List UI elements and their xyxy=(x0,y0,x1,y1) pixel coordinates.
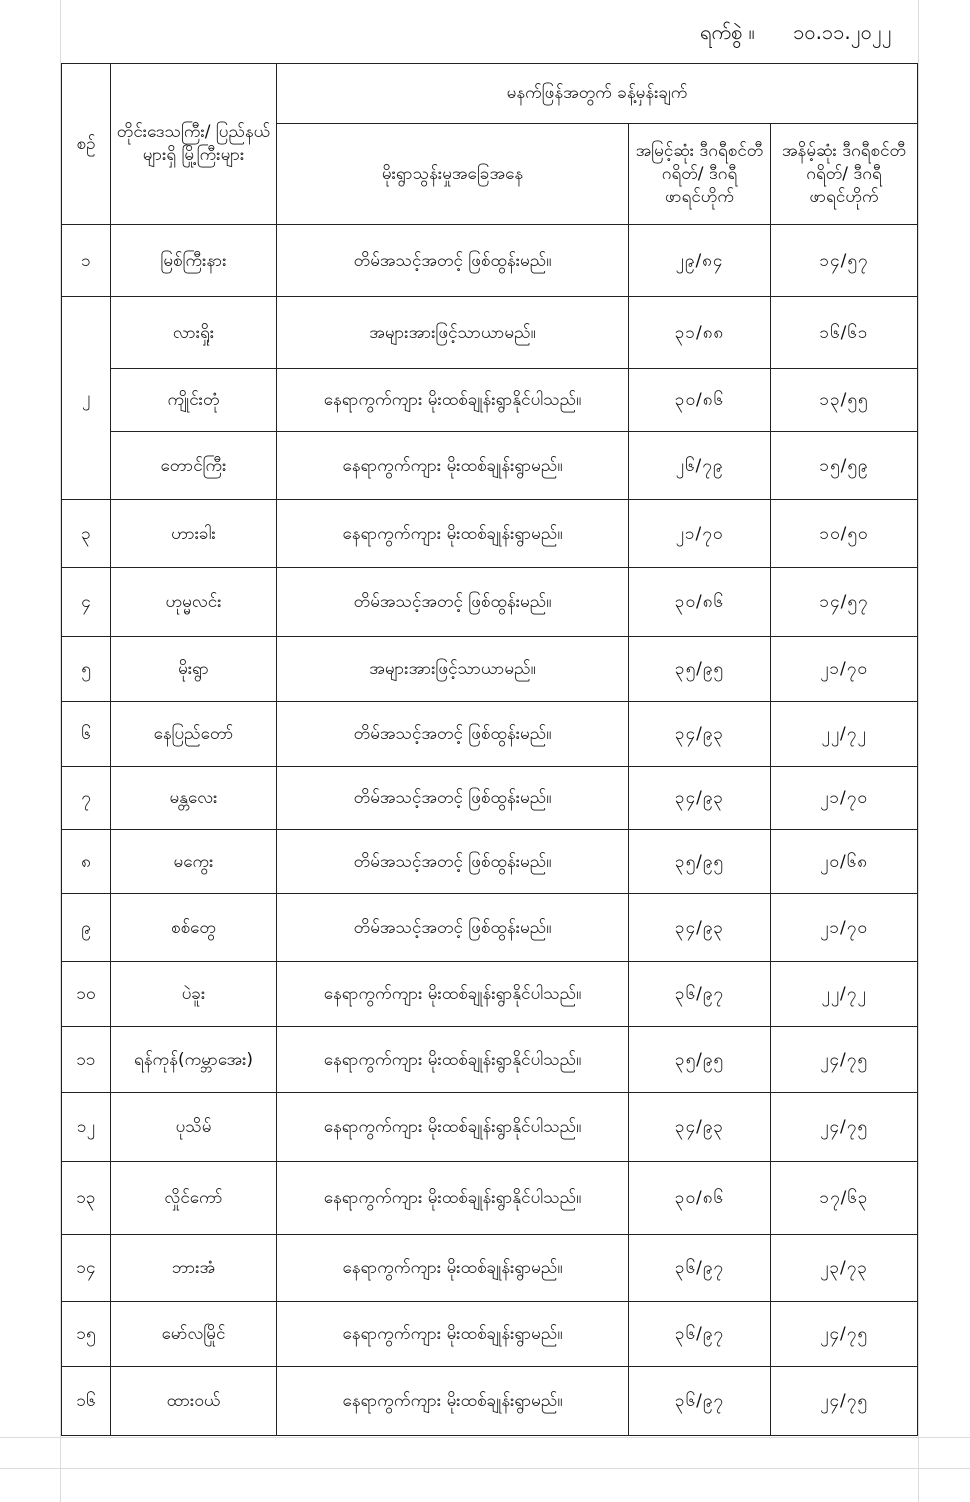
row-max-temp: ၃၆/၉၇ xyxy=(629,1235,771,1302)
row-city: လားရှိုး xyxy=(111,297,277,369)
row-condition: နေရာကွက်ကျား မိုးထစ်ချုန်းရွာနိုင်ပါသည်။ xyxy=(277,369,629,432)
row-max-temp: ၃၅/၉၅ xyxy=(629,1027,771,1093)
row-condition: တိမ်အသင့်အတင့် ဖြစ်ထွန်းမည်။ xyxy=(277,568,629,637)
row-max-temp: ၃၄/၉၃ xyxy=(629,894,771,962)
row-number: ၆ xyxy=(62,702,111,767)
table-row xyxy=(62,225,918,297)
row-city: ဟားခါး xyxy=(111,500,277,568)
row-max-temp: ၂၆/၇၉ xyxy=(629,432,771,500)
table-row xyxy=(62,1235,918,1302)
table-row xyxy=(62,1302,918,1367)
row-condition: တိမ်အသင့်အတင့် ဖြစ်ထွန်းမည်။ xyxy=(277,894,629,962)
date-label: ရက်စွဲ ။ xyxy=(700,20,755,44)
row-condition: တိမ်အသင့်အတင့် ဖြစ်ထွန်းမည်။ xyxy=(277,767,629,830)
row-condition: တိမ်အသင့်အတင့် ဖြစ်ထွန်းမည်။ xyxy=(277,702,629,767)
row-condition: နေရာကွက်ကျား မိုးထစ်ချုန်းရွာမည်။ xyxy=(277,1302,629,1367)
row-city: ဘားအံ xyxy=(111,1235,277,1302)
row-number: ၉ xyxy=(62,894,111,962)
date-value: ၁၀.၁၁.၂၀၂၂ xyxy=(793,20,892,44)
row-condition: တိမ်အသင့်အတင့် ဖြစ်ထွန်းမည်။ xyxy=(277,225,629,297)
header-condition: မိုးရွာသွန်းမှုအခြေအနေ xyxy=(277,124,629,225)
row-max-temp: ၃၀/၈၆ xyxy=(629,1162,771,1235)
table-row xyxy=(62,830,918,894)
row-max-temp: ၃၅/၉၅ xyxy=(629,637,771,702)
row-number: ၃ xyxy=(62,500,111,568)
row-condition: နေရာကွက်ကျား မိုးထစ်ချုန်းရွာမည်။ xyxy=(277,500,629,568)
row-city: မိုးရွာ xyxy=(111,637,277,702)
table-row xyxy=(62,637,918,702)
header-number: စဉ် xyxy=(62,64,111,225)
row-number: ၁၆ xyxy=(62,1367,111,1436)
row-min-temp: ၁၆/၆၁ xyxy=(771,297,918,369)
row-min-temp: ၁၀/၅၀ xyxy=(771,500,918,568)
table-row xyxy=(62,432,918,500)
row-min-temp: ၂၁/၇၀ xyxy=(771,894,918,962)
table-row xyxy=(62,702,918,767)
row-min-temp: ၂၂/၇၂ xyxy=(771,962,918,1027)
row-min-temp: ၂၄/၇၅ xyxy=(771,1093,918,1162)
row-city: မကွေး xyxy=(111,830,277,894)
row-min-temp: ၁၇/၆၃ xyxy=(771,1162,918,1235)
row-condition: နေရာကွက်ကျား မိုးထစ်ချုန်းရွာမည်။ xyxy=(277,432,629,500)
row-min-temp: ၂၂/၇၂ xyxy=(771,702,918,767)
row-condition: တိမ်အသင့်အတင့် ဖြစ်ထွန်းမည်။ xyxy=(277,830,629,894)
row-max-temp: ၃၆/၉၇ xyxy=(629,962,771,1027)
row-max-temp: ၃၁/၈၈ xyxy=(629,297,771,369)
row-number: ၁၂ xyxy=(62,1093,111,1162)
row-condition: နေရာကွက်ကျား မိုးထစ်ချုန်းရွာနိုင်ပါသည်။ xyxy=(277,1093,629,1162)
row-number: ၂ xyxy=(62,297,111,500)
row-city: နေပြည်တော် xyxy=(111,702,277,767)
table-row xyxy=(62,894,918,962)
header-min-temp: အနိမ့်ဆုံး ဒီဂရီစင်တီဂရိတ်/ ဒီဂရီဖာရင်ဟိုက် xyxy=(771,124,918,225)
row-condition: အများအားဖြင့်သာယာမည်။ xyxy=(277,637,629,702)
table-row xyxy=(62,1027,918,1093)
row-number: ၄ xyxy=(62,568,111,637)
row-city: မြစ်ကြီးနား xyxy=(111,225,277,297)
table-row xyxy=(62,568,918,637)
gridline xyxy=(0,1468,970,1469)
row-number: ၈ xyxy=(62,830,111,894)
table-row xyxy=(62,1367,918,1436)
row-min-temp: ၁၄/၅၇ xyxy=(771,225,918,297)
row-max-temp: ၃၆/၉၇ xyxy=(629,1367,771,1436)
row-number: ၅ xyxy=(62,637,111,702)
row-number: ၁၄ xyxy=(62,1235,111,1302)
row-min-temp: ၂၀/၆၈ xyxy=(771,830,918,894)
row-condition: နေရာကွက်ကျား မိုးထစ်ချုန်းရွာမည်။ xyxy=(277,1367,629,1436)
header-city: တိုင်းဒေသကြီး/ ပြည်နယ်များရှိ မြို့ကြီးများ xyxy=(111,64,277,225)
table-row xyxy=(62,962,918,1027)
row-max-temp: ၃၄/၉၃ xyxy=(629,767,771,830)
row-min-temp: ၂၄/၇၅ xyxy=(771,1302,918,1367)
row-condition: နေရာကွက်ကျား မိုးထစ်ချုန်းရွာနိုင်ပါသည်။ xyxy=(277,1162,629,1235)
row-condition: နေရာကွက်ကျား မိုးထစ်ချုန်းရွာနိုင်ပါသည်။ xyxy=(277,962,629,1027)
row-number: ၁၁ xyxy=(62,1027,111,1093)
table-row xyxy=(62,500,918,568)
row-number: ၁၀ xyxy=(62,962,111,1027)
row-city: တောင်ကြီး xyxy=(111,432,277,500)
table-row xyxy=(62,767,918,830)
table-row xyxy=(62,297,918,369)
table-row xyxy=(62,369,918,432)
row-condition: နေရာကွက်ကျား မိုးထစ်ချုန်းရွာမည်။ xyxy=(277,1235,629,1302)
row-city: ဟုမ္မလင်း xyxy=(111,568,277,637)
row-condition: နေရာကွက်ကျား မိုးထစ်ချုန်းရွာနိုင်ပါသည်။ xyxy=(277,1027,629,1093)
row-number: ၁၅ xyxy=(62,1302,111,1367)
row-max-temp: ၃၀/၈၆ xyxy=(629,369,771,432)
row-number: ၇ xyxy=(62,767,111,830)
row-min-temp: ၂၁/၇၀ xyxy=(771,767,918,830)
row-city: မော်လမြိုင် xyxy=(111,1302,277,1367)
row-max-temp: ၃၄/၉၃ xyxy=(629,1093,771,1162)
row-city: မန္တလေး xyxy=(111,767,277,830)
row-city: ကျိုင်းတုံ xyxy=(111,369,277,432)
row-min-temp: ၁၃/၅၅ xyxy=(771,369,918,432)
row-city: စစ်တွေ xyxy=(111,894,277,962)
row-city: ထားဝယ် xyxy=(111,1367,277,1436)
row-city: ပဲခူး xyxy=(111,962,277,1027)
row-number: ၁ xyxy=(62,225,111,297)
date-line xyxy=(700,14,920,50)
row-min-temp: ၂၃/၇၃ xyxy=(771,1235,918,1302)
row-max-temp: ၂၁/၇၀ xyxy=(629,500,771,568)
row-min-temp: ၂၄/၇၅ xyxy=(771,1367,918,1436)
row-min-temp: ၂၁/၇၀ xyxy=(771,637,918,702)
row-city: လှိုင်ကော် xyxy=(111,1162,277,1235)
table-row xyxy=(62,1162,918,1235)
header-forecast-group: မနက်ဖြန်အတွက် ခန့်မှန်းချက် xyxy=(277,64,918,124)
row-min-temp: ၁၅/၅၉ xyxy=(771,432,918,500)
row-max-temp: ၃၅/၉၅ xyxy=(629,830,771,894)
row-max-temp: ၃၆/၉၇ xyxy=(629,1302,771,1367)
row-max-temp: ၂၉/၈၄ xyxy=(629,225,771,297)
gridline xyxy=(0,1437,970,1438)
row-number: ၁၃ xyxy=(62,1162,111,1235)
row-city: ရန်ကုန်(ကမ္ဘာအေး) xyxy=(111,1027,277,1093)
gridline xyxy=(918,0,919,1502)
row-condition: အများအားဖြင့်သာယာမည်။ xyxy=(277,297,629,369)
weather-forecast-table xyxy=(61,63,918,1436)
row-max-temp: ၃၄/၉၃ xyxy=(629,702,771,767)
header-max-temp: အမြင့်ဆုံး ဒီဂရီစင်တီဂရိတ်/ ဒီဂရီဖာရင်ဟိုက် xyxy=(629,124,771,225)
row-city: ပုသိမ် xyxy=(111,1093,277,1162)
row-min-temp: ၁၄/၅၇ xyxy=(771,568,918,637)
row-min-temp: ၂၄/၇၅ xyxy=(771,1027,918,1093)
table-row xyxy=(62,1093,918,1162)
row-max-temp: ၃၀/၈၆ xyxy=(629,568,771,637)
